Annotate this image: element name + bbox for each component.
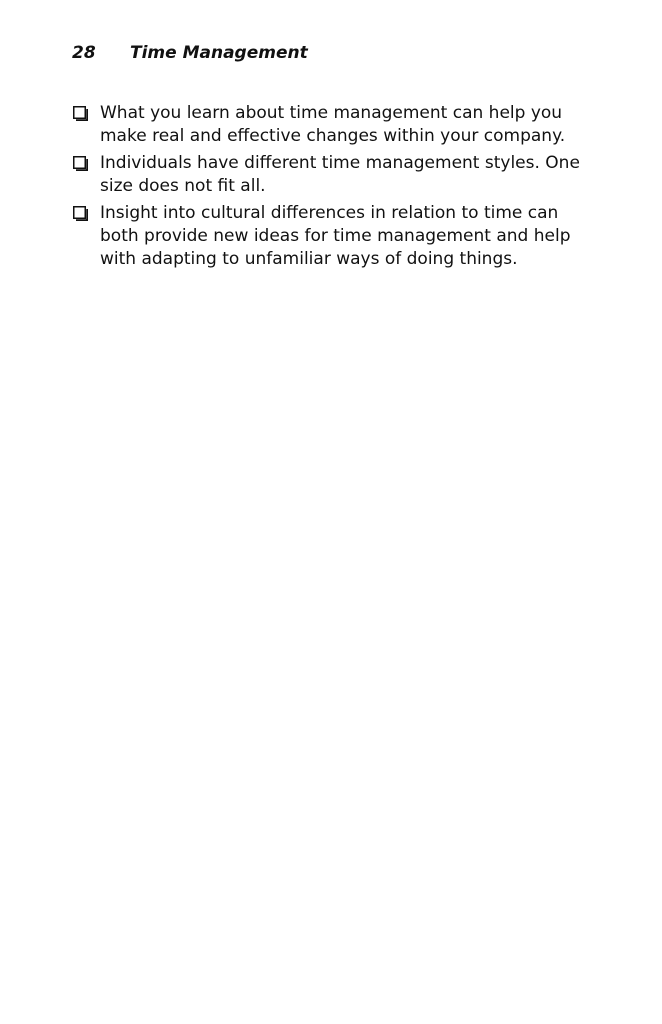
bullet-list (72, 102, 592, 275)
checkbox-icon (73, 156, 88, 171)
bullet-item (72, 202, 592, 271)
bullet-item (72, 152, 592, 198)
bullet-item (72, 102, 592, 148)
checkbox-icon (73, 206, 88, 221)
bullet-text: Individuals have different time management styles. One size does not fit all. (100, 153, 580, 196)
page-number: 28 (72, 43, 96, 63)
checkbox-icon (73, 106, 88, 121)
running-header (72, 41, 308, 65)
chapter-title: Time Management (130, 43, 308, 63)
bullet-text: Insight into cultural differences in relation to time can both provide new ideas for time management and help with adapting to unfamiliar ways of doing things. (100, 203, 571, 269)
bullet-text: What you learn about time management can help you make real and effective changes within your company. (100, 103, 566, 146)
